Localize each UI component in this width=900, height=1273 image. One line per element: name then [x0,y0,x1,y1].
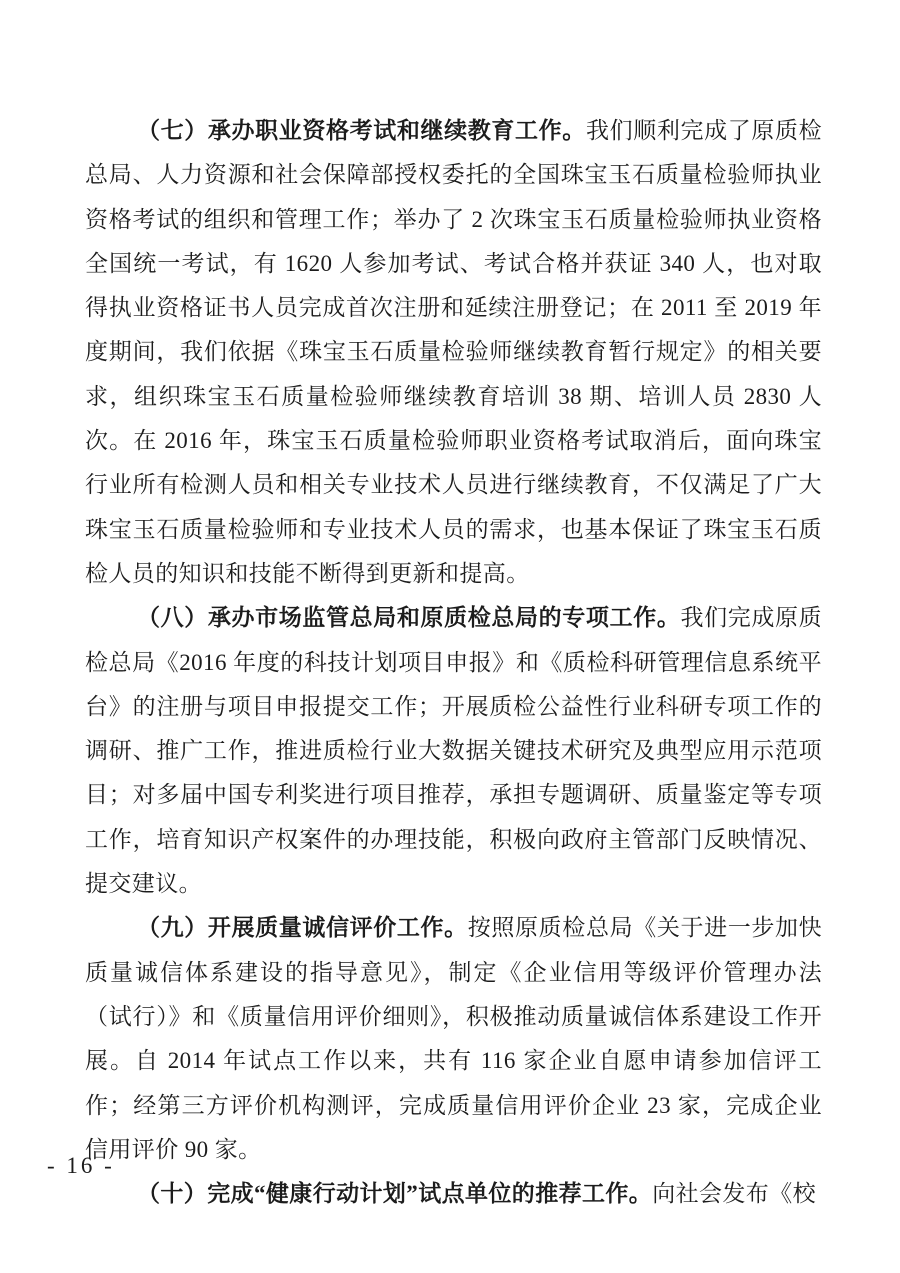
page-number: - 16 - [47,1153,115,1178]
paragraph-7-body: 我们顺利完成了原质检总局、人力资源和社会保障部授权委托的全国珠宝玉石质量检验师执业资格考试的组织和管理工作；举办了 2 次珠宝玉石质量检验师执业资格全国统一考试，有 1620 人参加考试、考试合格并获证 340 人，也对取得执业资格证书人员完成首次注册和延续注册登记；在 2011 至 2019 年度期间，我们依据《珠宝玉石质量检验师继续教育暂行规定》的相关要求，组织珠宝玉石质量检验师继续教育培训 38 期、培训人员 2830 人次。在 2016 年，珠宝玉石质量检验师职业资格考试取消后，面向珠宝行业所有检测人员和相关专业技术人员进行继续教育，不仅满足了广大珠宝玉石质量检验师和专业技术人员的需求，也基本保证了珠宝玉石质检人员的知识和技能不断得到更新和提高。 [85,118,822,586]
paragraph-10-heading: （十）完成“健康行动计划”试点单位的推荐工作。 [137,1181,653,1207]
paragraph-section-7 [85,109,822,596]
paragraph-8-body: 我们完成原质检总局《2016 年度的科技计划项目申报》和《质检科研管理信息系统平台》的注册与项目申报提交工作；开展质检公益性行业科研专项工作的调研、推广工作，推进质检行业大数据关键技术研究及典型应用示范项目；对多届中国专利奖进行项目推荐，承担专题调研、质量鉴定等专项工作，培育知识产权案件的办理技能，积极向政府主管部门反映情况、提交建议。 [85,605,822,897]
paragraph-section-8 [85,596,822,906]
paragraph-section-10 [85,1172,822,1216]
paragraph-8-heading: （八）承办市场监管总局和原质检总局的专项工作。 [137,605,681,631]
paragraph-9-body: 按照原质检总局《关于进一步加快质量诚信体系建设的指导意见》，制定《企业信用等级评价管理办法（试行）》和《质量信用评价细则》，积极推动质量诚信体系建设工作开展。自 2014 年试点工作以来，共有 116 家企业自愿申请参加信评工作；经第三方评价机构测评，完成质量信用评价企业 23 家，完成企业信用评价 90 家。 [85,915,822,1162]
paragraph-section-9 [85,906,822,1172]
paragraph-7-heading: （七）承办职业资格考试和继续教育工作。 [137,118,586,143]
paragraph-10-body: 向社会发布《校 [652,1181,817,1207]
paragraph-9-heading: （九）开展质量诚信评价工作。 [137,915,468,941]
page-content [85,109,822,1216]
